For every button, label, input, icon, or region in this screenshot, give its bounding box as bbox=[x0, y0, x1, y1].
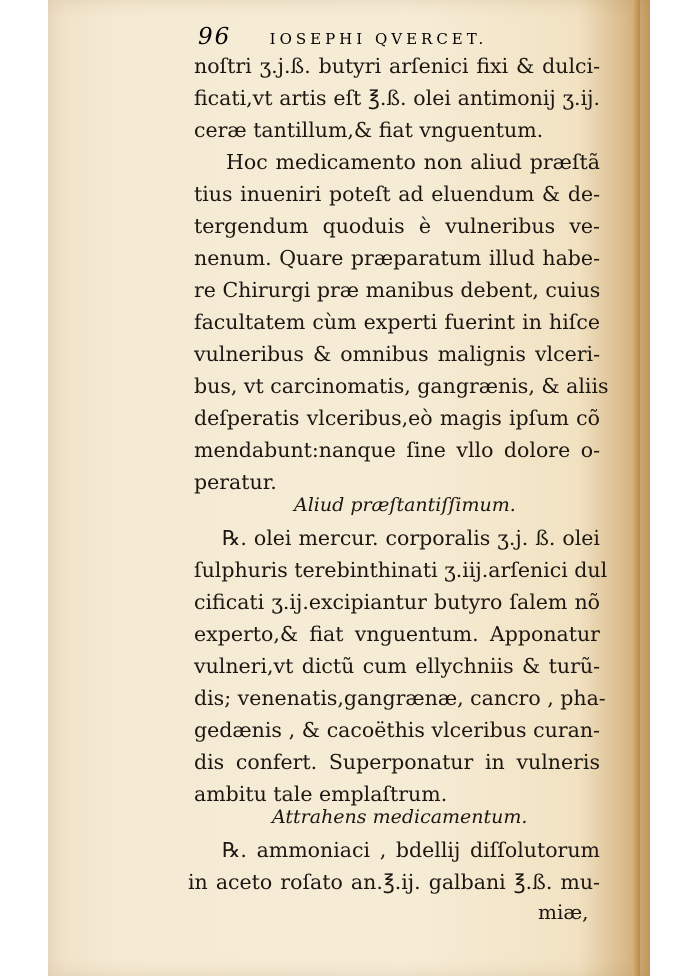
text-line: re Chirurgi præ manibus debent, cuius bbox=[194, 278, 601, 302]
catchword: miæ, bbox=[538, 900, 589, 924]
text-line: ambitu tale emplaſtrum. bbox=[194, 782, 448, 806]
text-line: vulneri,vt dictũ cum ellychniis & turũ- bbox=[194, 654, 600, 678]
text-line: facultatem cùm experti fuerint in hiſce bbox=[194, 310, 600, 334]
text-line-indent: ℞. ammoniaci , bdellij diſſolutorum bbox=[222, 838, 600, 862]
text-line: gedænis , & cacoëthis vlceribus curan- bbox=[194, 718, 600, 742]
text-line: ficati,vt artis eſt ℥.ß. olei antimonij ʒ.ij. bbox=[194, 86, 600, 110]
section-heading: Aliud præſtantiſſimum. bbox=[294, 494, 516, 516]
text-line: ceræ tantillum,& fiat vnguentum. bbox=[194, 118, 544, 142]
text-line: peratur. bbox=[194, 470, 277, 494]
text-line: mendabunt:nanque ſine vllo dolore o- bbox=[194, 438, 600, 462]
text-line: cificati ʒ.ij.excipiantur butyro ſalem nõ bbox=[194, 590, 600, 614]
text-line: dis; venenatis,gangrænæ, cancro , pha- bbox=[194, 686, 606, 710]
text-line-indent: ℞. olei mercur. corporalis ʒ.j. ß. olei bbox=[222, 526, 600, 550]
section-heading: Attrahens medicamentum. bbox=[272, 806, 528, 828]
text-line: tius inueniri poteſt ad eluendum & de- bbox=[194, 182, 600, 206]
text-line: nenum. Quare præparatum illud habe- bbox=[194, 246, 600, 270]
running-title: IOSEPHI QVERCET. bbox=[269, 30, 488, 48]
folio-number: 96 bbox=[198, 24, 232, 50]
text-line-indent: Hoc medicamento non aliud præſtã bbox=[226, 150, 600, 174]
page-header bbox=[198, 24, 598, 50]
text-line: bus, vt carcinomatis, gangrænis, & aliis bbox=[194, 374, 609, 398]
text-line: noſtri ʒ.j.ß. butyri arſenici fixi & dulci- bbox=[194, 54, 600, 78]
text-line: experto,& fiat vnguentum. Apponatur bbox=[194, 622, 600, 646]
text-line: in aceto roſato an.℥.ij. galbani ℥.ß. mu- bbox=[188, 870, 600, 894]
text-line: ſulphuris terebinthinati ʒ.iij.arſenici dul bbox=[194, 558, 608, 582]
text-line: vulneribus & omnibus malignis vlceri- bbox=[194, 342, 600, 366]
page-edge bbox=[632, 0, 640, 976]
text-line: deſperatis vlceribus,eò magis ipſum cõ bbox=[194, 406, 600, 430]
text-line: tergendum quoduis è vulneribus ve- bbox=[194, 214, 600, 238]
text-line: dis confert. Superponatur in vulneris bbox=[194, 750, 600, 774]
